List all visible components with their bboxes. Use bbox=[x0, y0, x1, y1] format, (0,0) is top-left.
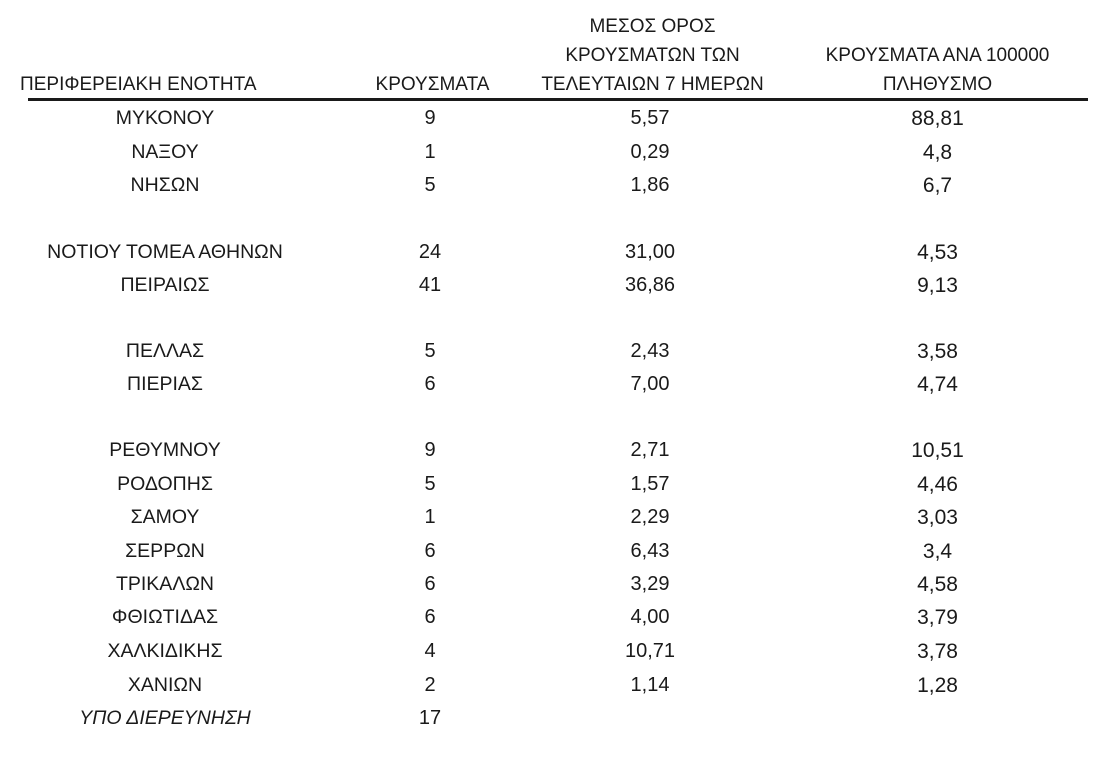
cell-region: ΝΑΞΟΥ bbox=[131, 141, 199, 163]
cell-region: ΧΑΛΚΙΔΙΚΗΣ bbox=[107, 640, 223, 662]
cell-7day-average: 1,14 bbox=[630, 674, 670, 696]
cell-7day-average: 10,71 bbox=[624, 640, 676, 662]
cell-region: ΣΕΡΡΩΝ bbox=[125, 540, 205, 562]
cell-per-100k: 4,8 bbox=[922, 141, 953, 164]
cell-cases: 5 bbox=[424, 174, 436, 196]
table-row bbox=[0, 635, 1100, 668]
cell-7day-average: 2,29 bbox=[630, 506, 670, 528]
cell-region: ΡΕΘΥΜΝΟΥ bbox=[109, 439, 221, 461]
cell-cases: 6 bbox=[424, 373, 436, 395]
cell-region: ΝΗΣΩΝ bbox=[130, 174, 200, 196]
cell-cases: 1 bbox=[424, 506, 436, 528]
cell-per-100k bbox=[855, 702, 1020, 735]
table-row bbox=[0, 236, 1100, 269]
cell-region: ΥΠΟ ΔΙΕΡΕΥΝΗΣΗ bbox=[79, 707, 251, 729]
cell-region: ΣΑΜΟΥ bbox=[130, 506, 200, 528]
cell-7day-average: 5,57 bbox=[630, 107, 670, 129]
header-avg-line-2: ΚΡΟΥΣΜΑΤΩΝ ΤΩΝ bbox=[565, 45, 740, 66]
table-row bbox=[0, 102, 1100, 135]
header-per-line-2: ΠΛΗΘΥΣΜΟ bbox=[882, 74, 993, 95]
table-row bbox=[0, 269, 1100, 302]
cell-per-100k: 4,46 bbox=[917, 473, 958, 496]
cell-cases: 2 bbox=[424, 674, 436, 696]
table-row bbox=[0, 468, 1100, 501]
table-row bbox=[0, 501, 1100, 534]
cell-per-100k: 6,7 bbox=[922, 174, 953, 197]
cell-7day-average: 1,86 bbox=[630, 174, 670, 196]
cell-per-100k: 1,28 bbox=[917, 674, 958, 697]
cell-per-100k: 10,51 bbox=[911, 439, 964, 462]
table-row bbox=[0, 136, 1100, 169]
cell-region: ΧΑΝΙΩΝ bbox=[127, 674, 203, 696]
table-row bbox=[0, 434, 1100, 467]
cell-cases: 41 bbox=[418, 274, 442, 296]
cell-region: ΦΘΙΩΤΙΔΑΣ bbox=[111, 606, 219, 628]
cell-cases: 6 bbox=[424, 573, 436, 595]
table-row bbox=[0, 169, 1100, 202]
cell-7day-average: 2,71 bbox=[630, 439, 670, 461]
cell-7day-average: 6,43 bbox=[630, 540, 670, 562]
cell-per-100k: 4,74 bbox=[917, 373, 958, 396]
cell-per-100k: 4,53 bbox=[917, 241, 958, 264]
table-row bbox=[0, 702, 1100, 735]
header-cases-line: ΚΡΟΥΣΜΑΤΑ bbox=[375, 74, 490, 95]
cell-region: ΠΙΕΡΙΑΣ bbox=[127, 373, 203, 395]
table-row bbox=[0, 601, 1100, 634]
cell-7day-average bbox=[570, 702, 730, 735]
cell-region: ΠΕΙΡΑΙΩΣ bbox=[120, 274, 210, 296]
cell-7day-average: 36,86 bbox=[624, 274, 676, 296]
cell-cases: 6 bbox=[424, 540, 436, 562]
cell-cases: 5 bbox=[424, 473, 436, 495]
cell-cases: 9 bbox=[424, 439, 436, 461]
cell-7day-average: 7,00 bbox=[630, 373, 670, 395]
cell-cases: 5 bbox=[424, 340, 436, 362]
cell-7day-average: 0,29 bbox=[630, 141, 670, 163]
table-row bbox=[0, 669, 1100, 702]
header-avg-line-1: ΜΕΣΟΣ ΟΡΟΣ bbox=[589, 16, 716, 37]
cell-cases: 9 bbox=[424, 107, 436, 129]
cell-region: ΡΟΔΟΠΗΣ bbox=[117, 473, 213, 495]
cell-per-100k: 3,4 bbox=[922, 540, 953, 563]
cell-region: ΤΡΙΚΑΛΩΝ bbox=[115, 573, 215, 595]
cell-per-100k: 9,13 bbox=[917, 274, 958, 297]
cell-7day-average: 3,29 bbox=[630, 573, 670, 595]
cell-per-100k: 3,79 bbox=[917, 606, 958, 629]
cell-7day-average: 4,00 bbox=[630, 606, 670, 628]
cell-7day-average: 1,57 bbox=[630, 473, 670, 495]
cell-region: ΠΕΛΛΑΣ bbox=[125, 340, 205, 362]
cell-region: ΜΥΚΟΝΟΥ bbox=[115, 107, 215, 129]
cell-cases: 6 bbox=[424, 606, 436, 628]
header-per-line-1: ΚΡΟΥΣΜΑΤΑ ΑΝΑ 100000 bbox=[825, 45, 1050, 66]
table-row bbox=[0, 335, 1100, 368]
cell-cases: 4 bbox=[424, 640, 436, 662]
cell-per-100k: 3,78 bbox=[917, 640, 958, 663]
table-row bbox=[0, 368, 1100, 401]
cell-7day-average: 31,00 bbox=[624, 241, 676, 263]
table-row bbox=[0, 568, 1100, 601]
cell-per-100k: 3,58 bbox=[917, 340, 958, 363]
cell-cases: 24 bbox=[418, 241, 442, 263]
cell-per-100k: 88,81 bbox=[911, 107, 964, 130]
table-row bbox=[0, 535, 1100, 568]
cell-per-100k: 4,58 bbox=[917, 573, 958, 596]
cell-7day-average: 2,43 bbox=[630, 340, 670, 362]
header-avg-line-3: ΤΕΛΕΥΤΑΙΩΝ 7 ΗΜΕΡΩΝ bbox=[541, 74, 764, 95]
cell-per-100k: 3,03 bbox=[917, 506, 958, 529]
cell-region: ΝΟΤΙΟΥ ΤΟΜΕΑ ΑΘΗΝΩΝ bbox=[47, 241, 283, 263]
header-region-line: ΠΕΡΙΦΕΡΕΙΑΚΗ ΕΝΟΤΗΤΑ bbox=[20, 74, 257, 95]
cell-cases: 1 bbox=[424, 141, 436, 163]
cell-cases: 17 bbox=[418, 707, 442, 729]
